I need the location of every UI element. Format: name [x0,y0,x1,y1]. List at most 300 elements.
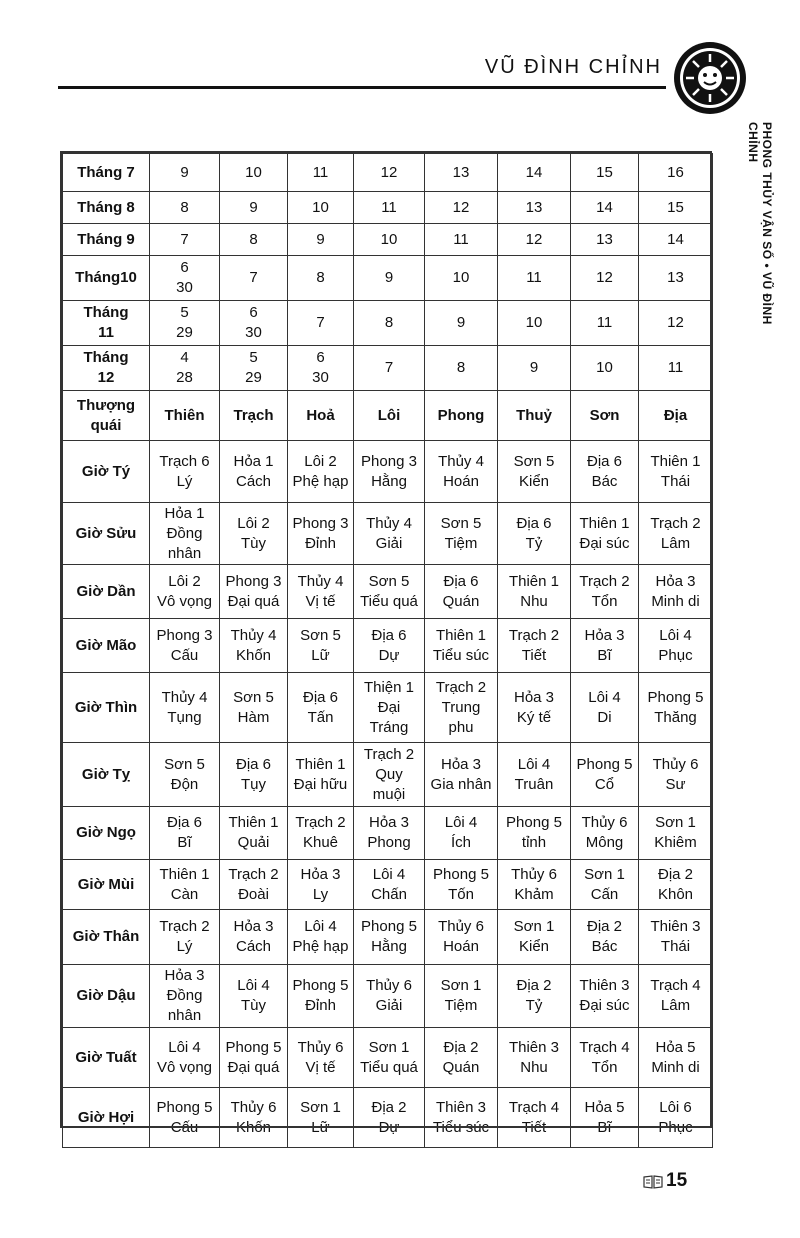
cell-line: Càn [170,885,199,903]
cell-line: 9 [384,269,394,286]
table-cell [498,965,571,1028]
cell-line: Lôi 4 [372,865,406,883]
cell-line: Truân [514,775,554,793]
table-cell [498,154,571,192]
table-cell [220,224,288,256]
cell-line: Hỏa 1 [164,504,205,522]
table-cell [571,673,639,743]
table-cell [354,910,425,965]
cell-line: Ly [312,885,329,903]
cell-line: Sơn [589,406,620,424]
cell-line: Quán [442,592,480,610]
table-cell [425,860,498,910]
row-label-line: Giờ Thân [72,928,140,945]
table-cell [354,346,425,391]
cell-line: Bác [591,472,618,490]
table-row [63,965,713,1028]
cell-line: 9 [456,314,466,331]
table-cell [639,441,713,503]
table-cell [220,301,288,346]
row-label [63,1088,150,1148]
cell-line: Vô vọng [156,1058,213,1076]
table-cell [150,807,220,860]
table-cell [425,619,498,673]
cell-line: Tụng [167,708,202,726]
cell-line: Tiết [521,646,547,664]
cell-line: Lôi 4 [237,977,270,994]
cell-line: Tiệm [444,997,478,1014]
row-label-line: Tháng 8 [77,198,135,216]
table-cell [498,619,571,673]
cell-line: Cấu [170,1118,199,1136]
cell-line: 6 [249,304,258,321]
cell-line: Khôn [657,885,694,903]
cell-line: Địa 6 [586,452,623,470]
table-cell [288,1088,354,1148]
cell-line: Đồng [166,524,203,542]
cell-line: Địa 2 [516,977,552,994]
cell-line: Lôi 4 [588,688,621,706]
row-label [63,673,150,743]
cell-line: Địa 6 [371,626,407,644]
table-cell [150,860,220,910]
table-row [63,441,713,503]
cell-line: Lôi 2 [237,514,270,532]
table-cell [220,441,288,503]
table-cell [220,619,288,673]
table-cell [150,346,220,391]
cell-line: Chấn [371,885,407,903]
table-cell [571,910,639,965]
table-cell [498,441,571,503]
cell-line: Thiên 1 [159,865,210,883]
table-cell [354,1088,425,1148]
cell-line: 10 [245,163,262,181]
cell-line: Phong 3 [156,626,213,644]
cell-line: Hỏa 5 [584,1098,625,1116]
cell-line: 7 [316,314,325,331]
cell-line: Thiên 3 [650,918,701,935]
table-cell [150,910,220,965]
cell-line: Lý [176,938,193,955]
table-cell [498,910,571,965]
table-row [63,154,713,192]
cell-line: Hỏa 3 [233,918,274,935]
table-cell [288,192,354,224]
cell-line: Thủy 6 [438,918,484,935]
cell-line: Hỏa 3 [655,572,696,590]
cell-line: Kiển [518,938,550,955]
table-cell [639,1028,713,1088]
cell-line: 30 [176,279,193,296]
cell-line: 12 [452,198,470,216]
table-cell [498,192,571,224]
table-cell [354,441,425,503]
table-cell [571,154,639,192]
cell-line: 6 [180,259,189,276]
cell-line: Tổn [591,592,618,610]
table-cell [288,910,354,965]
row-label-line: Giờ Mão [75,636,137,654]
cell-line: 7 [180,230,189,248]
cell-line: Đoài [238,885,269,903]
table-cell [639,224,713,256]
cell-line: Đại quá [227,1058,280,1076]
table-cell [425,192,498,224]
cell-line: Phục [658,646,693,664]
cell-line: Quải [237,834,270,851]
row-label [63,619,150,673]
cell-line: 9 [180,163,189,181]
cell-line: Thủy 4 [366,514,412,532]
table-cell [498,391,571,441]
row-label [63,154,150,192]
table-cell [571,807,639,860]
cell-line: 8 [316,269,325,286]
table-cell [288,346,354,391]
table-cell [498,673,571,743]
cell-line: Phệ hạp [292,472,349,490]
cell-line: Thái [660,938,691,955]
cell-line: 10 [596,359,613,376]
cell-line: Thuỷ [516,406,552,424]
table-cell [639,346,713,391]
table-row [63,346,713,391]
cell-line: Nhu [520,592,548,610]
table-cell [639,1088,713,1148]
table-cell [150,301,220,346]
cell-line: Trạch 2 [650,514,701,532]
cell-line: Thiên 1 [295,755,346,773]
table-cell [639,565,713,619]
cell-line: Sơn 1 [440,977,482,994]
sun-emblem-icon [672,40,748,116]
table-cell [639,192,713,224]
cell-line: Trạch 6 [159,452,210,470]
cell-line: Thiên 3 [579,977,630,994]
cell-line: 11 [667,359,684,376]
cell-line: Lôi 2 [168,572,201,590]
table-row [63,224,713,256]
cell-line: 15 [596,163,613,181]
cell-line: 8 [249,230,258,248]
cell-line: 11 [453,230,469,248]
row-label-line: Giờ Tý [81,462,131,480]
cell-line: Thiên 3 [508,1038,560,1056]
cell-line: 6 [316,349,325,366]
cell-line: 5 [249,349,258,366]
table-cell [639,860,713,910]
cell-line: 11 [526,269,542,286]
cell-line: 15 [667,198,684,216]
table-cell [150,619,220,673]
table-cell [498,256,571,301]
cell-line: Trạch 2 [579,572,630,590]
cell-line: Tỷ [525,534,543,552]
row-label-line: Tháng 7 [77,163,135,181]
cell-line: Hằng [371,472,407,490]
cell-line: Trạch 2 [228,865,279,883]
cell-line: Hỏa 3 [440,755,482,773]
cell-line: Thủy 6 [511,865,557,883]
cell-line: Thủy 6 [230,1098,277,1116]
row-label-line: Giờ Dần [76,582,136,600]
table-cell [150,1088,220,1148]
table-cell [354,1028,425,1088]
table-cell [354,256,425,301]
table-cell [498,860,571,910]
cell-line: Lôi [377,406,401,424]
table-cell [354,503,425,565]
header-rule [58,86,666,89]
table-cell [571,965,639,1028]
cell-line: Thiện 1 [363,678,415,696]
table-cell [425,346,498,391]
cell-line: Khuê [302,834,339,851]
cell-line: Cách [235,938,272,955]
table-cell [425,301,498,346]
cell-line: 11 [596,314,613,331]
cell-line: Phong 5 [292,977,349,994]
table-cell [150,441,220,503]
table-cell [425,256,498,301]
cell-line: Phong 5 [156,1098,213,1116]
cell-line: Gia nhân [430,775,492,793]
row-label [63,860,150,910]
cell-line: Trung [441,698,481,716]
table-cell [220,346,288,391]
cell-line: Thiên 1 [435,626,487,644]
cell-line: Địa 6 [302,688,339,706]
cell-line: Quán [442,1058,480,1076]
table-row [63,743,713,807]
cell-line: 4 [180,349,189,366]
cell-line: Hoán [443,472,479,490]
row-label-line: Giờ Tuất [75,1048,137,1066]
table-cell [639,391,713,441]
table-cell [498,807,571,860]
table-cell [425,965,498,1028]
table-cell [425,503,498,565]
table-row [63,565,713,619]
cell-line: 14 [525,163,543,181]
table-cell [288,224,354,256]
table-cell [639,910,713,965]
cell-line: Lôi 4 [168,1038,201,1056]
cell-line: Phong 5 [576,755,633,773]
table-row [63,673,713,743]
row-label [63,807,150,860]
cell-line: Đại súc [579,534,630,552]
cell-line: Tấn [307,708,334,726]
table-row [63,1028,713,1088]
table-cell [150,565,220,619]
table-cell [220,743,288,807]
cell-line: Đỉnh [305,997,336,1014]
cell-line: tỉnh [521,834,547,851]
row-label-line: Giờ Mùi [77,875,135,893]
cell-line: Lâm [660,534,691,552]
row-label [63,256,150,301]
row-label [63,224,150,256]
row-label-line: 12 [97,369,115,386]
cell-line: Sơn 1 [368,1038,410,1056]
cell-line: Phong 5 [647,688,704,706]
cell-line: Lôi 4 [517,755,551,773]
cell-line: Lôi 4 [659,626,692,644]
table-cell [571,743,639,807]
table-cell [425,743,498,807]
cell-line: Phong [437,406,485,424]
cell-line: Hỏa 3 [513,688,555,706]
cell-line: 8 [180,198,189,216]
cell-line: 16 [667,163,684,181]
row-label [63,565,150,619]
table-cell [571,391,639,441]
cell-line: Hỏa 3 [584,626,625,644]
cell-line: Địa 6 [166,814,203,831]
cell-line: Phệ hạp [292,938,349,955]
row-label-line: Giờ Thìn [74,698,138,716]
cell-line: Mông [585,834,624,851]
cell-line: Lý [176,472,193,490]
cell-line: Lôi 6 [659,1098,692,1116]
table-cell [220,256,288,301]
cell-line: Thủy 6 [652,755,699,773]
cell-line: Phục [658,1118,693,1136]
cell-line: Vị tế [305,1058,336,1076]
row-label [63,503,150,565]
cell-line: Vị tế [305,592,336,610]
cell-line: Địa 6 [516,514,552,532]
cell-line: Thăng [654,708,697,726]
cell-line: Tiểu quá [360,592,418,610]
cell-line: Tiết [521,1118,547,1136]
cell-line: 9 [529,359,539,376]
table-row [63,192,713,224]
cell-line: 12 [380,163,398,181]
table-cell [571,301,639,346]
table-cell [354,192,425,224]
table-cell [150,391,220,441]
table-cell [220,192,288,224]
table-cell [498,565,571,619]
table-cell [571,503,639,565]
cell-line: Sơn 5 [300,626,341,644]
table-cell [639,743,713,807]
cell-line: Tiệm [444,534,478,552]
cell-line: Sơn 5 [164,755,205,773]
table-cell [150,965,220,1028]
table-cell [498,301,571,346]
table-cell [150,154,220,192]
cell-line: Tiểu súc [432,646,490,664]
table-row [63,619,713,673]
table-cell [288,1028,354,1088]
table-cell [354,860,425,910]
cell-line: Phong 5 [361,918,417,935]
table-cell [425,1028,498,1088]
cell-line: Hỏa 3 [300,865,341,883]
cell-line: 14 [596,198,613,216]
cell-line: 10 [452,269,470,286]
row-label-line: Thượng [76,396,136,414]
table-cell [425,673,498,743]
cell-line: Tiểu quá [360,1058,418,1076]
cell-line: Sơn 1 [300,1098,341,1116]
row-label-line: 11 [98,324,114,341]
row-label [63,910,150,965]
cell-line: Vô vọng [156,592,213,610]
row-label [63,441,150,503]
table-cell [498,1028,571,1088]
cell-line: Tùy [240,534,266,552]
cell-line: 7 [384,359,394,376]
row-label [63,346,150,391]
table-cell [571,565,639,619]
cell-line: Phong 3 [292,514,349,532]
cell-line: Tốn [448,885,474,903]
row-label [63,1028,150,1088]
table-cell [571,1028,639,1088]
cell-line: Thái [660,472,691,490]
cell-line: 29 [245,369,262,386]
cell-line: Trạch 2 [159,918,210,935]
table-cell [150,673,220,743]
table-row [63,860,713,910]
cell-line: 10 [525,314,543,331]
table-cell [571,860,639,910]
table-cell [220,860,288,910]
cell-line: Đại [377,698,401,716]
cell-line: 14 [667,230,684,248]
cell-line: Sơn 5 [368,572,410,590]
table-cell [425,391,498,441]
cell-line: Độn [170,775,199,793]
table-cell [220,1088,288,1148]
cell-line: Phong 3 [225,572,282,590]
table-cell [150,743,220,807]
row-label-line: quái [90,416,122,434]
row-label [63,301,150,346]
cell-line: Khốn [235,646,272,664]
row-label [63,965,150,1028]
cell-line: Giải [375,997,403,1014]
table-cell [498,503,571,565]
table-cell [354,301,425,346]
cell-line: Đồng [166,987,203,1004]
cell-line: Cách [235,472,272,490]
cell-line: Địa 6 [443,572,479,590]
row-label-line: Tháng [83,304,129,321]
cell-line: Lôi 4 [304,918,337,935]
cell-line: Ích [450,834,471,851]
cell-line: nhân [167,544,202,562]
cell-line: 13 [525,198,543,216]
cell-line: Hỏa 3 [164,967,205,984]
table-cell [354,673,425,743]
table-cell [150,1028,220,1088]
cell-line: 12 [667,314,684,331]
cell-line: 8 [384,314,394,331]
cell-line: Tổn [591,1058,618,1076]
table-cell [220,565,288,619]
cell-line: Thủy 4 [438,452,484,470]
table-cell [220,807,288,860]
row-label-line: Giờ Tỵ [81,765,131,783]
cell-line: Bác [591,938,618,955]
cell-line: Phong 3 [361,452,417,470]
